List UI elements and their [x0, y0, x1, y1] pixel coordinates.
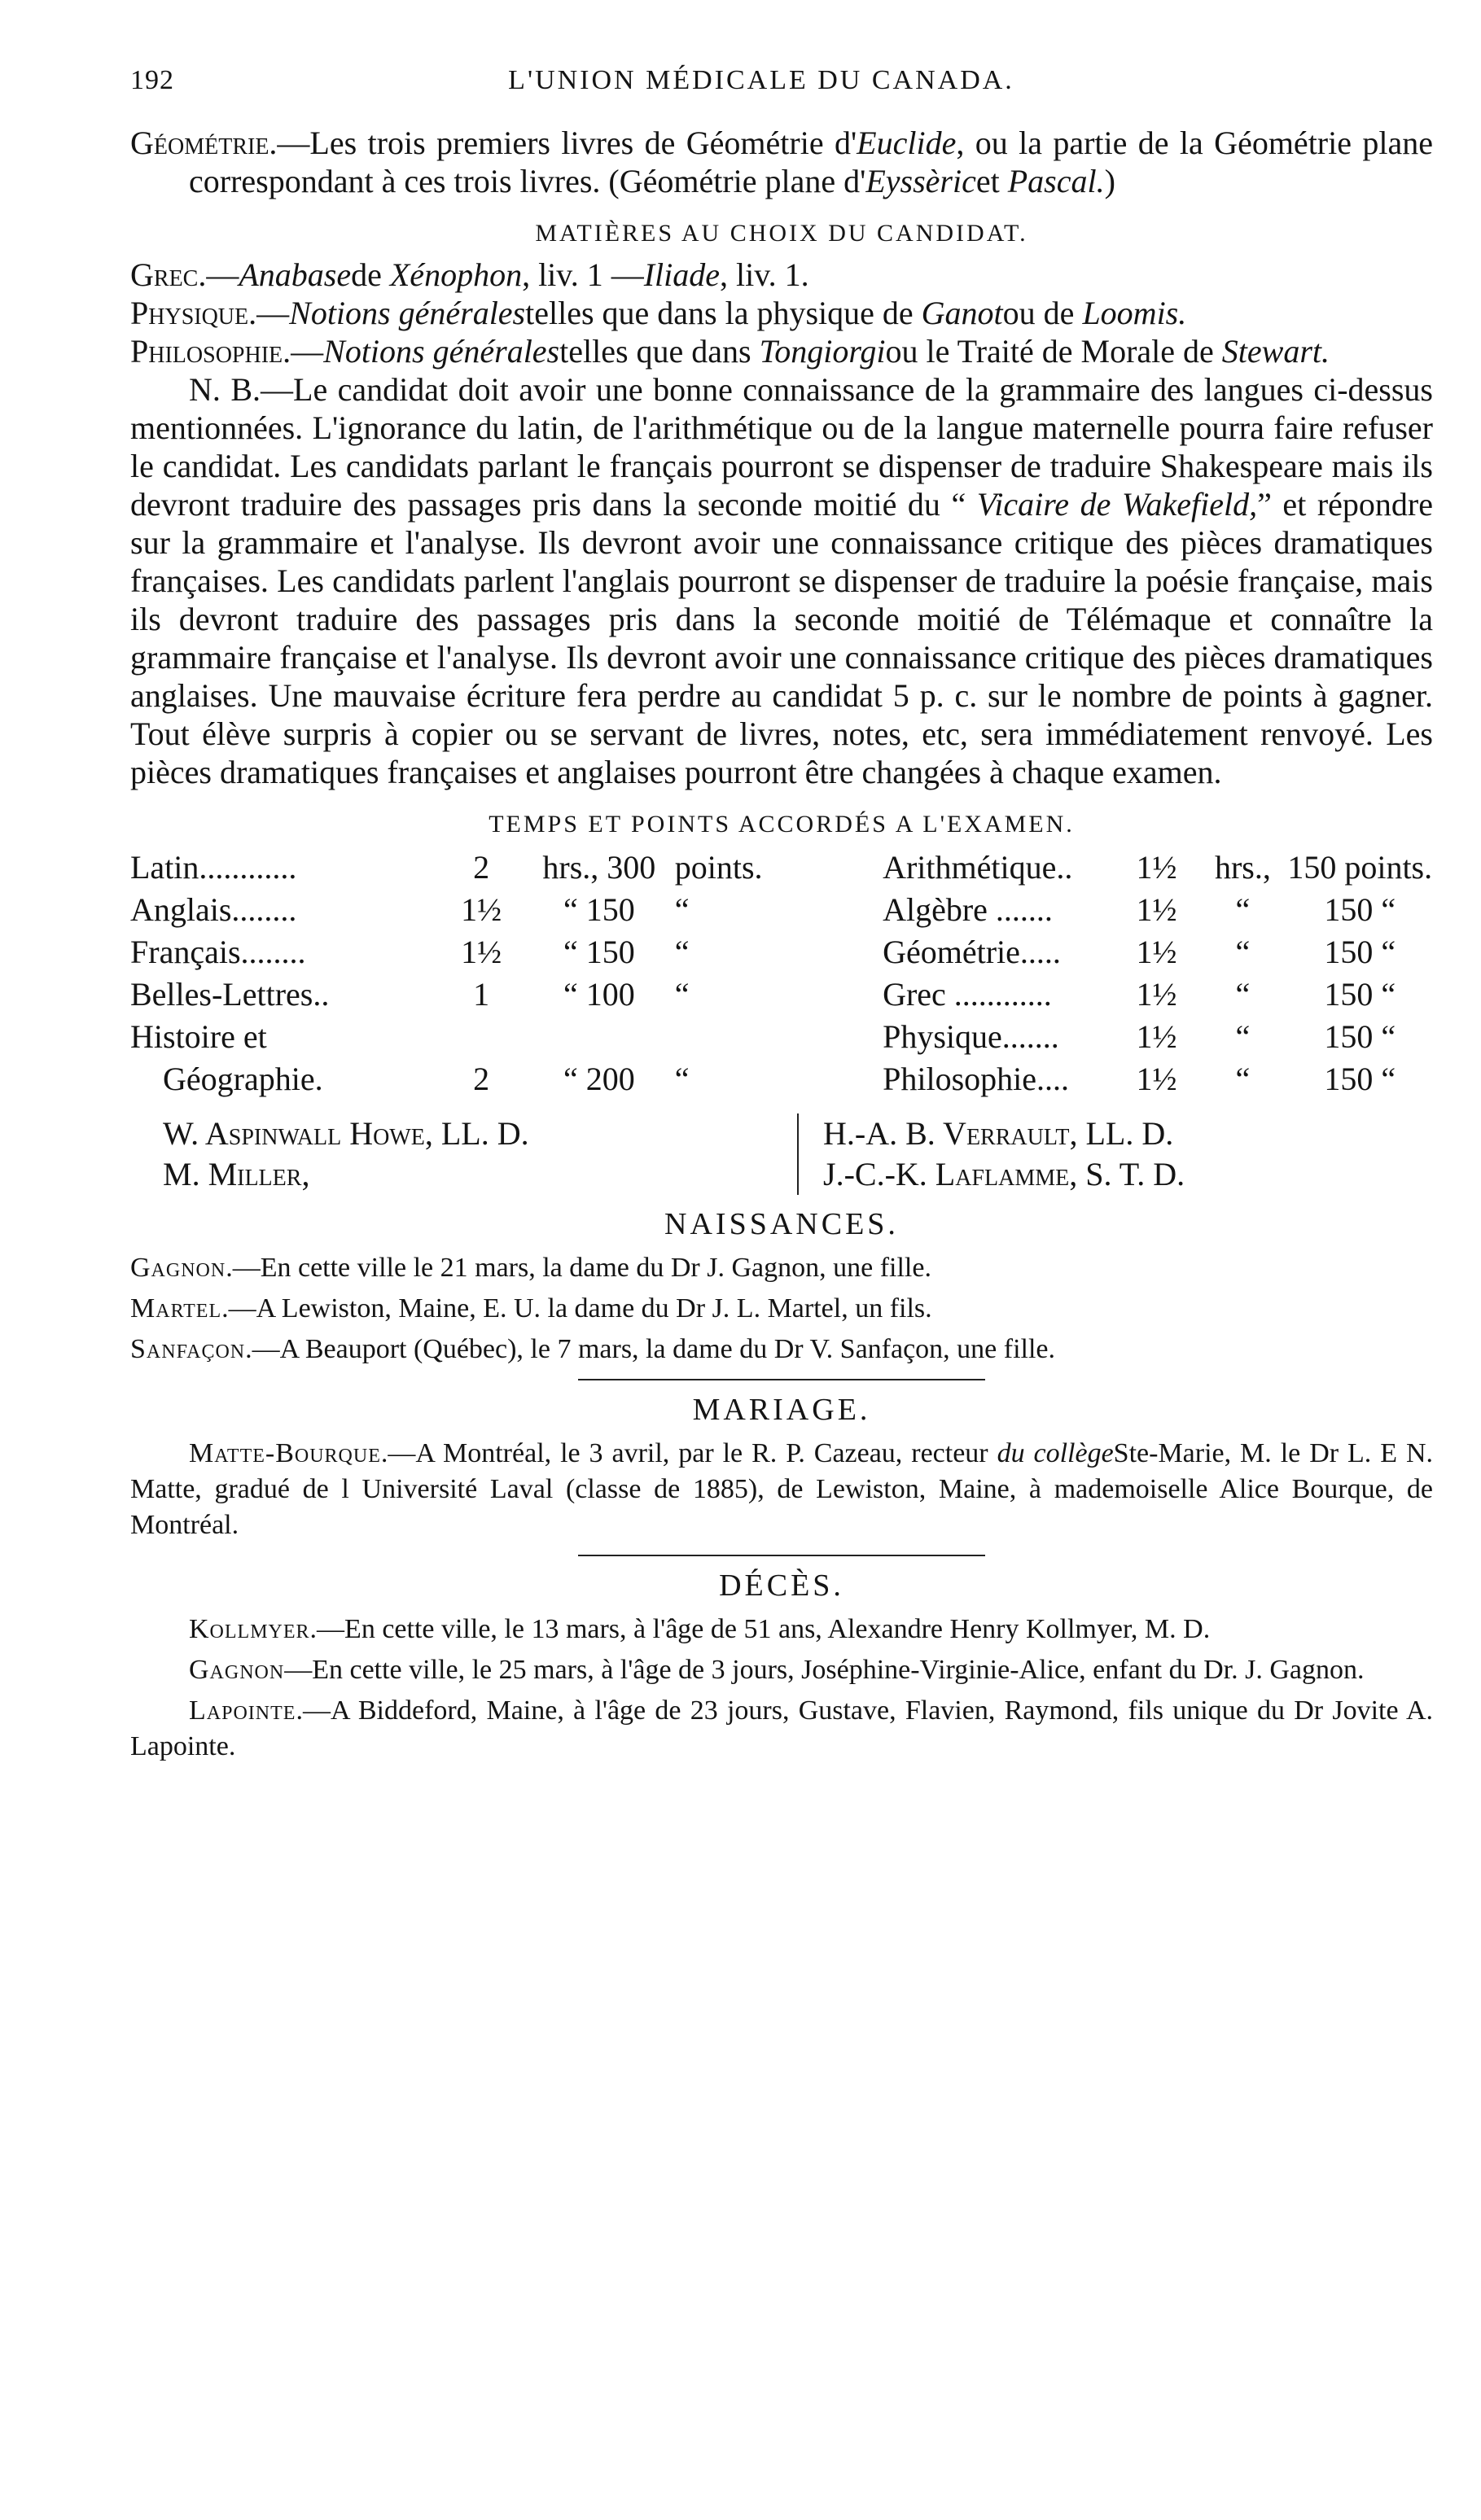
- table-cell-r-points: 150 “: [1324, 891, 1396, 928]
- deces-item: Lapointe.—A Biddeford, Maine, à l'âge de 23 jours, Gustave, Flavien, Raymond, fils unique du Dr Jovite A. Lapointe.: [130, 1695, 1433, 1761]
- table-row: [130, 847, 1433, 889]
- page-number: 192: [130, 65, 174, 95]
- table-cell-l-hours: 1½: [461, 891, 502, 928]
- table-cell-r-hours: 1½: [1136, 976, 1177, 1013]
- table-cell-r-points: 150 “: [1324, 1061, 1396, 1097]
- mariage-item: Matte-Bourque.—A Montréal, le 3 avril, par le R. P. Cazeau, recteur du collègeSte-Marie, M. le Dr L. E N. Matte, gradué de l Université Laval (classe de 1885), de Lewiston, Maine, à mademoiselle Alice Bourque, de Montréal.: [130, 1438, 1433, 1540]
- table-cell-l-points: “: [674, 1061, 690, 1097]
- table-cell-l-unit: [524, 1016, 675, 1058]
- signature-laflamme: J.-C.-K. Laflamme, S. T. D.: [823, 1156, 1185, 1192]
- table-cell-r-points: 150 “: [1324, 976, 1396, 1013]
- table-cell-r-subject: Géométrie.....: [883, 934, 1061, 970]
- table-cell-l-unit: hrs., 300: [542, 849, 656, 886]
- table-cell-r-subject: Algèbre .......: [883, 891, 1053, 928]
- table-cell-l-unit: “ 150: [563, 934, 635, 970]
- table-cell-r-hours: 1½: [1136, 1018, 1177, 1055]
- nota-bene-paragraph: N. B.—Le candidat doit avoir une bonne connaissance de la grammaire des langues ci-dessus mentionnées. L'ignorance du latin, de l'arithmétique ou de la langue maternelle pourra faire refuser le candidat. Les candidats parlant le français pourront se dispenser de traduire Shakespeare mais ils devront traduire des passages pris dans la seconde moitié du “ Vicaire de Wakefield,” et répondre sur la grammaire et l'analyse. Ils devront avoir une connaissance critique des pièces dramatiques françaises. Les candidats parlent l'anglais pourront se dispenser de traduire la poésie française, mais ils devront traduire des passages pris dans la seconde moitié de Télémaque et connaître la grammaire française et l'analyse. Ils devront avoir une connaissance critique des pièces dramatiques anglaises. Une mauvaise écriture fera perdre au candidat 5 p. c. sur le nombre de points à gagner. Tout élève surpris à copier ou se servant de livres, notes, etc, sera immédiatement renvoyé. Les pièces dramatiques françaises et anglaises pourront être changées à chaque examen.: [130, 371, 1433, 790]
- table-cell-l-hours: 2: [473, 849, 490, 886]
- signatures-right: [823, 1113, 1433, 1195]
- table-cell-l-subject: Français........: [130, 934, 306, 970]
- journal-title: L'UNION MÉDICALE DU CANADA.: [508, 65, 1014, 95]
- table-cell-l-subject: Anglais........: [130, 891, 297, 928]
- grec-label: Grec: [130, 256, 199, 293]
- naissance-item: Gagnon.—En cette ville le 21 mars, la dame du Dr J. Gagnon, une fille.: [130, 1253, 931, 1283]
- table-cell-l-subject: Belles-Lettres..: [130, 976, 330, 1013]
- table-cell-r-subject: Physique.......: [883, 1018, 1059, 1055]
- table-cell-l-points: [675, 1016, 883, 1058]
- table-cell-l-points: “: [674, 891, 690, 928]
- mariage-heading: MARIAGE.: [692, 1393, 871, 1427]
- table-cell-r-hours: 1½: [1136, 849, 1177, 886]
- table-cell-l-hours: 2: [473, 1061, 490, 1097]
- deces-item: Kollmyer.—En cette ville, le 13 mars, à l'âge de 51 ans, Alexandre Henry Kollmyer, M. D.: [189, 1614, 1211, 1644]
- table-cell-l-hours: 1½: [461, 934, 502, 970]
- signature-howe: W. Aspinwall Howe, LL. D.: [163, 1115, 529, 1152]
- table-cell-l-points: “: [674, 976, 690, 1013]
- table-cell-l-subject: Histoire et: [130, 1018, 267, 1055]
- naissance-item: Sanfaçon.—A Beauport (Québec), le 7 mars, la dame du Dr V. Sanfaçon, une fille.: [130, 1334, 1056, 1364]
- table-row: [130, 931, 1433, 973]
- schedule-table: [130, 847, 1433, 1100]
- deces-item: Gagnon—En cette ville, le 25 mars, à l'âge de 3 jours, Joséphine-Virginie-Alice, enfant du Dr. J. Gagnon.: [189, 1655, 1365, 1685]
- table-cell-r-hours: 1½: [1136, 891, 1177, 928]
- table-cell-l-hours: 1: [473, 976, 490, 1013]
- table-cell-r-points: 150 points.: [1287, 849, 1433, 886]
- deces-heading: DÉCÈS.: [719, 1568, 844, 1603]
- table-cell-r-unit: “: [1235, 934, 1251, 970]
- table-cell-l-unit: “ 200: [563, 1061, 635, 1097]
- signature-divider: [797, 1113, 799, 1195]
- table-row: [130, 889, 1433, 931]
- table-row: [130, 973, 1433, 1016]
- table-cell-l-hours: [439, 1016, 524, 1058]
- table-cell-r-hours: 1½: [1136, 934, 1177, 970]
- signature-verrault: H.-A. B. Verrault, LL. D.: [823, 1115, 1174, 1152]
- table-cell-l-unit: “ 150: [563, 891, 635, 928]
- table-cell-r-unit: “: [1235, 891, 1251, 928]
- table-row: [130, 1016, 1433, 1058]
- table-cell-r-unit: hrs.,: [1214, 849, 1271, 886]
- table-cell-r-unit: “: [1235, 1061, 1251, 1097]
- signatures: [130, 1113, 1433, 1195]
- document-page: [130, 65, 1433, 1770]
- table-cell-r-subject: Grec ............: [883, 976, 1052, 1013]
- naissance-item: Martel.—A Lewiston, Maine, E. U. la dame du Dr J. L. Martel, un fils.: [130, 1293, 932, 1323]
- table-cell-r-subject: Philosophie....: [883, 1061, 1069, 1097]
- philosophie-paragraph: Philosophie.—Notions généralestelles que dans Tongiorgiou le Traité de Morale de Stewart.: [130, 333, 1330, 370]
- running-header: [130, 65, 1433, 96]
- physique-paragraph: Physique.—Notions généralestelles que dans la physique de Ganotou de Loomis.: [130, 295, 1187, 331]
- table-cell-r-points: 150 “: [1324, 934, 1396, 970]
- table-cell-l-points: “: [674, 934, 690, 970]
- table-cell-l-subject: Latin............: [130, 849, 297, 886]
- geometrie-label: Géométrie: [130, 125, 269, 161]
- signatures-left: [130, 1113, 773, 1195]
- physique-label: Physique: [130, 295, 249, 331]
- table-row: [130, 1058, 1433, 1100]
- table-cell-r-hours: 1½: [1136, 1061, 1177, 1097]
- section-divider: [578, 1379, 985, 1380]
- matieres-heading: MATIÈRES AU CHOIX DU CANDIDAT.: [535, 220, 1028, 247]
- temps-heading: TEMPS ET POINTS ACCORDÉS A L'EXAMEN.: [489, 811, 1075, 838]
- table-cell-l-unit: “ 100: [563, 976, 635, 1013]
- philosophie-label: Philosophie: [130, 333, 283, 370]
- table-cell-r-subject: Arithmétique..: [883, 849, 1073, 886]
- naissances-heading: NAISSANCES.: [664, 1207, 899, 1241]
- geometrie-paragraph: Géométrie.—Les trois premiers livres de Géométrie d'Euclide, ou la partie de la Géométrie plane correspondant à ces trois livres. (Géométrie plane d'Eyssèricet Pascal.): [130, 125, 1433, 199]
- table-cell-r-points: 150 “: [1324, 1018, 1396, 1055]
- section-divider: [578, 1555, 985, 1556]
- table-cell-r-unit: “: [1235, 976, 1251, 1013]
- signature-miller: M. Miller,: [163, 1156, 310, 1192]
- table-cell-r-unit: “: [1235, 1018, 1251, 1055]
- table-cell-l-points: points.: [674, 849, 763, 886]
- grec-paragraph: Grec.—Anabasede Xénophon, liv. 1 —Iliade, liv. 1.: [130, 256, 809, 293]
- table-cell-l-subject: Géographie.: [163, 1061, 323, 1097]
